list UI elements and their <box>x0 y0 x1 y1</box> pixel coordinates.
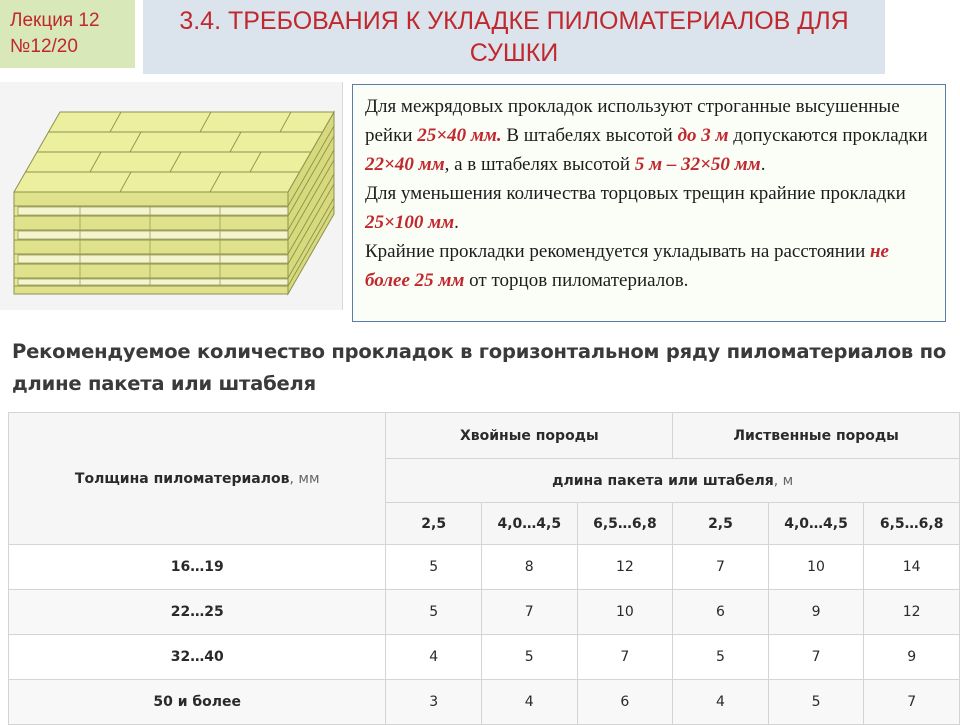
value-cell: 7 <box>864 680 960 725</box>
requirements-text <box>352 84 946 322</box>
length-col-header: 4,0…4,5 <box>481 503 577 545</box>
value-cell: 9 <box>768 590 864 635</box>
value-cell: 14 <box>864 545 960 590</box>
value-cell: 4 <box>386 635 482 680</box>
thickness-cell: 16…19 <box>9 545 386 590</box>
lecture-label <box>0 0 135 68</box>
value-cell: 7 <box>577 635 673 680</box>
thickness-cell: 50 и более <box>9 680 386 725</box>
value-cell: 5 <box>768 680 864 725</box>
table-row <box>9 680 960 725</box>
value-cell: 9 <box>864 635 960 680</box>
lumber-stack-drawing <box>0 82 342 310</box>
paragraph-edge-spacers: Крайние прокладки рекомендуется укладывать на расстоянии не более 25 мм от торцов пиломатериалов. <box>365 241 889 291</box>
value-cell: 5 <box>386 590 482 635</box>
value-cell: 12 <box>864 590 960 635</box>
value-cell: 7 <box>768 635 864 680</box>
length-col-header: 6,5…6,8 <box>577 503 673 545</box>
spacers-table <box>8 412 960 725</box>
value-cell: 12 <box>577 545 673 590</box>
value-cell: 4 <box>481 680 577 725</box>
length-header: длина пакета или штабеля, м <box>386 459 960 503</box>
value-cell: 7 <box>673 545 769 590</box>
thickness-header: Толщина пиломатериалов, мм <box>9 413 386 545</box>
length-col-header: 6,5…6,8 <box>864 503 960 545</box>
hardwood-header: Лиственные породы <box>673 413 960 459</box>
length-col-header: 2,5 <box>673 503 769 545</box>
table-row <box>9 635 960 680</box>
thickness-cell: 22…25 <box>9 590 386 635</box>
softwood-header: Хвойные породы <box>386 413 673 459</box>
value-cell: 5 <box>481 635 577 680</box>
lecture-number: Лекция 12 <box>10 10 100 31</box>
length-col-header: 2,5 <box>386 503 482 545</box>
length-col-header: 4,0…4,5 <box>768 503 864 545</box>
value-cell: 5 <box>673 635 769 680</box>
paragraph-interrow-spacers: Для межрядовых прокладок используют строганные высушенные рейки 25×40 мм. В штабелях высотой до 3 м допускаются прокладки 22×40 мм, а в штабелях высотой 5 м – 32×50 мм. <box>365 96 928 175</box>
value-cell: 4 <box>673 680 769 725</box>
thickness-cell: 32…40 <box>9 635 386 680</box>
table-row <box>9 545 960 590</box>
value-cell: 8 <box>481 545 577 590</box>
value-cell: 7 <box>481 590 577 635</box>
value-cell: 3 <box>386 680 482 725</box>
slide-title: 3.4. ТРЕБОВАНИЯ К УКЛАДКЕ ПИЛОМАТЕРИАЛОВ ДЛЯ СУШКИ <box>143 0 885 74</box>
value-cell: 5 <box>386 545 482 590</box>
value-cell: 6 <box>577 680 673 725</box>
value-cell: 10 <box>768 545 864 590</box>
paragraph-end-cracks: Для уменьшения количества торцовых трещин крайние прокладки 25×100 мм. <box>365 183 906 233</box>
slide-number: №12/20 <box>10 36 78 57</box>
lumber-stack-illustration <box>0 82 343 310</box>
table-row <box>9 590 960 635</box>
value-cell: 10 <box>577 590 673 635</box>
value-cell: 6 <box>673 590 769 635</box>
table-title: Рекомендуемое количество прокладок в горизонтальном ряду пиломатериалов по длине пакета или штабеля <box>12 340 947 395</box>
